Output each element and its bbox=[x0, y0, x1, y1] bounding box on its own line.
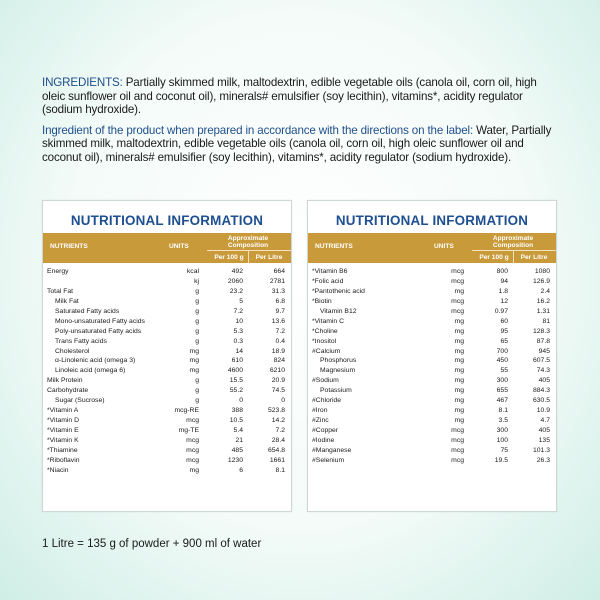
nutrient-per-100g: 300 bbox=[496, 427, 508, 434]
nutrient-per-litre: 2781 bbox=[269, 277, 285, 285]
nutrient-name: Sugar (Sucrose) bbox=[55, 397, 105, 405]
header-nutrients: NUTRIENTS bbox=[50, 243, 88, 250]
nutrient-unit: mcg bbox=[451, 268, 464, 275]
nutrient-name: Milk Fat bbox=[55, 297, 79, 305]
nutrient-per-100g: 800 bbox=[496, 268, 508, 275]
nutrient-unit: mg-TE bbox=[178, 427, 199, 434]
nutrient-row bbox=[43, 406, 291, 416]
nutrition-table-header bbox=[43, 233, 291, 263]
nutrient-per-litre: 1661 bbox=[269, 456, 285, 464]
nutrient-per-litre: 31.3 bbox=[271, 287, 285, 295]
nutrient-unit: mg bbox=[454, 347, 464, 355]
nutrient-unit: g bbox=[195, 327, 199, 335]
nutrient-name: #Manganese bbox=[312, 446, 352, 454]
nutrient-unit: mcg bbox=[451, 297, 464, 305]
nutrient-per-100g: 95 bbox=[500, 327, 508, 335]
nutrient-unit: mg bbox=[454, 317, 464, 325]
nutrient-per-100g: 450 bbox=[496, 357, 508, 365]
nutrient-name: *Folic acid bbox=[312, 277, 344, 285]
nutrient-row bbox=[308, 356, 556, 366]
nutrient-row bbox=[43, 277, 291, 287]
nutrient-name: #Selenium bbox=[312, 456, 345, 464]
nutrient-name: *Vitamin B6 bbox=[312, 268, 348, 275]
nutrient-name: Vitamin B12 bbox=[320, 307, 357, 315]
nutrient-row bbox=[308, 436, 556, 446]
prepared-ingredients-text: Water, Partially skimmed milk, maltodextrin, edible vegetable oils (canola oil, corn oil, high oleic sunflower oil and coconut oil), minerals# emulsifier (soy lecithin), vitamins*, acidity regulator (sodium hydroxide). bbox=[42, 123, 552, 164]
nutrient-per-100g: 12 bbox=[500, 297, 508, 305]
nutrient-unit: g bbox=[195, 287, 199, 295]
nutrient-unit: mg bbox=[189, 347, 199, 355]
ingredients-block bbox=[42, 76, 562, 172]
nutrition-table-left bbox=[42, 200, 292, 512]
nutrient-name: *Vitamin D bbox=[47, 417, 79, 425]
nutrient-per-litre: 26.3 bbox=[536, 456, 550, 464]
nutrient-per-100g: 6 bbox=[239, 466, 243, 474]
ingredients-paragraph bbox=[42, 76, 562, 117]
header-units: UNITS bbox=[169, 243, 189, 250]
nutrient-per-100g: 2060 bbox=[227, 277, 243, 285]
nutrient-unit: mg bbox=[454, 327, 464, 335]
nutrient-row bbox=[43, 287, 291, 297]
header-units: UNITS bbox=[434, 243, 454, 250]
nutrient-name: *Vitamin E bbox=[47, 427, 79, 434]
nutrient-row bbox=[43, 446, 291, 456]
nutrient-unit: g bbox=[195, 307, 199, 315]
nutrient-per-litre: 74.5 bbox=[271, 387, 285, 395]
nutrient-name: #Zinc bbox=[312, 417, 329, 425]
nutrient-per-litre: 405 bbox=[538, 377, 550, 385]
reconstitution-footnote: 1 Litre = 135 g of powder + 900 ml of water bbox=[42, 538, 262, 550]
nutrient-per-100g: 388 bbox=[231, 407, 243, 415]
nutrient-unit: mg bbox=[454, 287, 464, 295]
nutrient-row bbox=[308, 267, 556, 277]
nutrient-per-litre: 13.6 bbox=[271, 317, 285, 325]
header-divider bbox=[207, 250, 291, 251]
nutrient-unit: mg bbox=[454, 357, 464, 365]
header-approximate-composition: Approximate Composition bbox=[227, 235, 269, 249]
nutrient-per-100g: 3.5 bbox=[498, 417, 508, 425]
nutrient-per-100g: 700 bbox=[496, 347, 508, 355]
nutrient-per-litre: 135 bbox=[538, 436, 550, 444]
nutrient-per-litre: 6210 bbox=[269, 367, 285, 375]
nutrient-name: #Copper bbox=[312, 427, 339, 434]
nutrient-per-litre: 7.2 bbox=[275, 427, 285, 434]
nutrition-rows bbox=[43, 267, 291, 476]
nutrient-per-100g: 0.3 bbox=[233, 337, 243, 345]
nutrient-name: Phosphorus bbox=[320, 357, 357, 365]
nutrient-unit: g bbox=[195, 317, 199, 325]
nutrient-per-100g: 10.5 bbox=[229, 417, 243, 425]
nutrient-row bbox=[308, 446, 556, 456]
nutrient-name: Cholesterol bbox=[55, 347, 90, 355]
nutrient-per-litre: 16.2 bbox=[536, 297, 550, 305]
nutrient-per-100g: 60 bbox=[500, 317, 508, 325]
nutrient-name: Carbohydrate bbox=[47, 387, 89, 395]
nutrition-table-title: NUTRITIONAL INFORMATION bbox=[70, 213, 264, 228]
nutrient-unit: g bbox=[195, 297, 199, 305]
nutrient-row bbox=[308, 307, 556, 317]
nutrient-unit: mcg bbox=[451, 456, 464, 464]
nutrient-unit: mg bbox=[454, 377, 464, 385]
nutrient-per-litre: 1.31 bbox=[536, 307, 550, 315]
nutrient-name: *Vitamin A bbox=[47, 407, 79, 415]
nutrition-table-header bbox=[308, 233, 556, 263]
nutrient-per-100g: 55 bbox=[500, 367, 508, 375]
nutrient-per-litre: 74.3 bbox=[536, 367, 550, 375]
nutrient-row bbox=[308, 327, 556, 337]
nutrient-row bbox=[43, 327, 291, 337]
nutrient-per-100g: 21 bbox=[235, 436, 243, 444]
nutrient-name: *Niacin bbox=[47, 466, 69, 474]
prepared-ingredients-label: Ingredient of the product when prepared in accordance with the directions on the label: bbox=[42, 123, 474, 137]
nutrient-per-100g: 492 bbox=[231, 268, 243, 275]
nutrient-per-litre: 630.5 bbox=[532, 397, 550, 405]
ingredients-text: Partially skimmed milk, maltodextrin, edible vegetable oils (canola oil, corn oil, high oleic sunflower oil and coconut oil), minerals# emulsifier (soy lecithin), vitamins*, acidity regulator (sodium hydroxide). bbox=[42, 76, 537, 117]
nutrient-row bbox=[43, 366, 291, 376]
nutrient-row bbox=[43, 376, 291, 386]
nutrient-per-100g: 5 bbox=[239, 297, 243, 305]
nutrient-per-100g: 5.4 bbox=[233, 427, 243, 434]
nutrient-name: #Iron bbox=[312, 407, 328, 415]
nutrient-per-100g: 485 bbox=[231, 446, 243, 454]
nutrient-per-100g: 0 bbox=[239, 397, 243, 405]
nutrient-unit: mcg bbox=[186, 446, 199, 454]
prepared-ingredients-paragraph bbox=[42, 124, 562, 165]
nutrient-name: Milk Protein bbox=[47, 377, 83, 385]
nutrient-row bbox=[308, 366, 556, 376]
nutrient-name: Linoleic acid (omega 6) bbox=[55, 367, 126, 375]
nutrient-per-litre: 128.3 bbox=[532, 327, 550, 335]
nutrient-unit: mcg bbox=[451, 436, 464, 444]
nutrient-row bbox=[43, 416, 291, 426]
nutrient-per-litre: 87.8 bbox=[536, 337, 550, 345]
nutrient-unit: mg bbox=[454, 337, 464, 345]
ingredients-label: INGREDIENTS: bbox=[42, 76, 123, 89]
nutrient-per-100g: 1.8 bbox=[498, 287, 508, 295]
nutrient-per-litre: 101.3 bbox=[532, 446, 550, 454]
nutrient-per-litre: 81 bbox=[542, 317, 550, 325]
nutrient-per-litre: 824 bbox=[273, 357, 285, 365]
nutrient-per-litre: 664 bbox=[273, 268, 285, 275]
nutrient-per-litre: 0.4 bbox=[275, 337, 285, 345]
nutrient-per-100g: 7.2 bbox=[233, 307, 243, 315]
nutrient-per-litre: 28.4 bbox=[271, 436, 285, 444]
nutrient-name: Potassium bbox=[320, 387, 352, 395]
nutrient-per-litre: 6.8 bbox=[275, 297, 285, 305]
nutrient-per-100g: 19.5 bbox=[494, 456, 508, 464]
header-divider bbox=[472, 250, 556, 251]
nutrient-per-litre: 8.1 bbox=[275, 466, 285, 474]
nutrient-per-100g: 65 bbox=[500, 337, 508, 345]
nutrient-per-litre: 607.5 bbox=[532, 357, 550, 365]
nutrient-unit: mcg bbox=[451, 446, 464, 454]
nutrient-unit: mg bbox=[454, 417, 464, 425]
nutrient-name: *Choline bbox=[312, 327, 338, 335]
nutrient-unit: mcg bbox=[451, 277, 464, 285]
nutrient-per-100g: 94 bbox=[500, 277, 508, 285]
nutrient-per-litre: 523.8 bbox=[267, 407, 285, 415]
nutrient-unit: mcg bbox=[186, 456, 199, 464]
nutrient-unit: mcg bbox=[186, 436, 199, 444]
nutrient-unit: mcg bbox=[451, 307, 464, 315]
nutrient-row bbox=[43, 356, 291, 366]
nutrient-name: *Thiamine bbox=[47, 446, 78, 454]
nutrient-row bbox=[43, 466, 291, 476]
nutrition-table-right bbox=[307, 200, 557, 512]
nutrient-unit: mg bbox=[189, 466, 199, 474]
nutrient-name: *Inositol bbox=[312, 337, 337, 345]
nutrient-name: Total Fat bbox=[47, 287, 74, 295]
nutrient-unit: mg bbox=[454, 387, 464, 395]
nutrient-unit: mg bbox=[189, 357, 199, 365]
header-per-100g: Per 100 g bbox=[479, 254, 509, 261]
nutrient-per-litre: 1080 bbox=[534, 268, 550, 275]
nutrient-unit: kcal bbox=[186, 268, 199, 275]
nutrient-per-100g: 1230 bbox=[227, 456, 243, 464]
nutrient-row bbox=[43, 267, 291, 277]
nutrient-row bbox=[43, 307, 291, 317]
header-per-litre: Per Litre bbox=[520, 254, 548, 261]
nutrient-row bbox=[43, 297, 291, 307]
nutrient-unit: kj bbox=[194, 277, 199, 285]
nutrient-name: *Pantothenic acid bbox=[312, 287, 365, 295]
nutrient-per-litre: 884.3 bbox=[532, 387, 550, 395]
nutrient-unit: g bbox=[195, 397, 199, 405]
nutrient-per-100g: 0.97 bbox=[494, 307, 508, 315]
nutrient-row bbox=[308, 376, 556, 386]
nutrient-row bbox=[308, 287, 556, 297]
nutrient-per-litre: 20.9 bbox=[271, 377, 285, 385]
nutrient-per-100g: 10 bbox=[235, 317, 243, 325]
header-per-litre: Per Litre bbox=[255, 254, 283, 261]
nutrient-per-litre: 0 bbox=[281, 397, 285, 405]
nutrient-unit: g bbox=[195, 377, 199, 385]
nutrient-per-100g: 467 bbox=[496, 397, 508, 405]
nutrient-row bbox=[308, 386, 556, 396]
nutrient-name: Energy bbox=[47, 268, 69, 275]
nutrient-name: #Iodine bbox=[312, 436, 335, 444]
header-nutrients: NUTRIENTS bbox=[315, 243, 353, 250]
nutrient-row bbox=[43, 337, 291, 347]
nutrition-table-title: NUTRITIONAL INFORMATION bbox=[335, 213, 529, 228]
nutrient-name: Saturated Fatty acids bbox=[55, 307, 120, 315]
nutrient-per-litre: 945 bbox=[538, 347, 550, 355]
nutrient-per-litre: 9.7 bbox=[275, 307, 285, 315]
nutrient-per-litre: 126.9 bbox=[532, 277, 550, 285]
nutrient-per-100g: 8.1 bbox=[498, 407, 508, 415]
nutrient-name: α-Linolenic acid (omega 3) bbox=[55, 357, 136, 365]
nutrient-per-100g: 5.3 bbox=[233, 327, 243, 335]
nutrient-name: #Sodium bbox=[312, 377, 339, 385]
nutrient-name: #Calcium bbox=[312, 347, 341, 355]
nutrient-name: *Vitamin C bbox=[312, 317, 344, 325]
nutrient-row bbox=[43, 317, 291, 327]
nutrient-per-litre: 7.2 bbox=[275, 327, 285, 335]
nutrient-unit: mg bbox=[189, 367, 199, 375]
nutrient-per-100g: 14 bbox=[235, 347, 243, 355]
nutrient-unit: mg bbox=[454, 397, 464, 405]
nutrient-per-litre: 405 bbox=[538, 427, 550, 434]
nutrient-per-100g: 23.2 bbox=[229, 287, 243, 295]
nutrient-row bbox=[43, 436, 291, 446]
header-approximate-composition: Approximate Composition bbox=[492, 235, 534, 249]
nutrient-name: Trans Fatty acids bbox=[55, 337, 107, 345]
nutrient-per-100g: 655 bbox=[496, 387, 508, 395]
nutrient-row bbox=[308, 396, 556, 406]
nutrient-row bbox=[43, 347, 291, 357]
nutrient-row bbox=[308, 297, 556, 307]
nutrient-row bbox=[308, 317, 556, 327]
nutrient-row bbox=[308, 426, 556, 436]
nutrient-per-100g: 15.5 bbox=[229, 377, 243, 385]
nutrient-row bbox=[43, 456, 291, 466]
nutrient-name: Poly-unsaturated Fatty acids bbox=[55, 327, 142, 335]
nutrient-unit: mg bbox=[454, 407, 464, 415]
nutrient-row bbox=[308, 337, 556, 347]
nutrient-per-litre: 18.9 bbox=[271, 347, 285, 355]
nutrient-name: Mono-unsaturated Fatty acids bbox=[55, 317, 145, 325]
nutrient-row bbox=[308, 456, 556, 466]
nutrition-rows bbox=[308, 267, 556, 466]
nutrient-unit: mg bbox=[454, 367, 464, 375]
nutrient-row bbox=[43, 396, 291, 406]
header-per-100g: Per 100 g bbox=[214, 254, 244, 261]
nutrient-per-litre: 2.4 bbox=[540, 287, 550, 295]
nutrient-per-100g: 100 bbox=[496, 436, 508, 444]
nutrient-per-litre: 10.9 bbox=[536, 407, 550, 415]
nutrient-name: *Vitamin K bbox=[47, 436, 79, 444]
nutrient-name: Magnesium bbox=[320, 367, 356, 375]
nutrient-unit: g bbox=[195, 337, 199, 345]
nutrient-per-litre: 654.8 bbox=[267, 446, 285, 454]
nutrient-row bbox=[308, 406, 556, 416]
nutrient-per-100g: 55.2 bbox=[229, 387, 243, 395]
nutrient-per-litre: 4.7 bbox=[540, 417, 550, 425]
nutrient-name: #Chloride bbox=[312, 397, 342, 405]
nutrient-row bbox=[43, 386, 291, 396]
nutrient-unit: mcg-RE bbox=[174, 407, 199, 415]
nutrient-row bbox=[308, 347, 556, 357]
nutrient-per-100g: 4600 bbox=[227, 367, 243, 375]
nutrient-unit: mcg bbox=[451, 427, 464, 434]
nutrient-unit: g bbox=[195, 387, 199, 395]
nutrient-name: *Biotin bbox=[312, 297, 332, 305]
nutrient-per-100g: 75 bbox=[500, 446, 508, 454]
nutrient-per-100g: 610 bbox=[231, 357, 243, 365]
nutrient-per-100g: 300 bbox=[496, 377, 508, 385]
nutrient-row bbox=[308, 277, 556, 287]
nutrient-row bbox=[43, 426, 291, 436]
nutrient-name: *Riboflavin bbox=[47, 456, 80, 464]
nutrient-per-litre: 14.2 bbox=[271, 417, 285, 425]
nutrient-row bbox=[308, 416, 556, 426]
nutrient-unit: mcg bbox=[186, 417, 199, 425]
